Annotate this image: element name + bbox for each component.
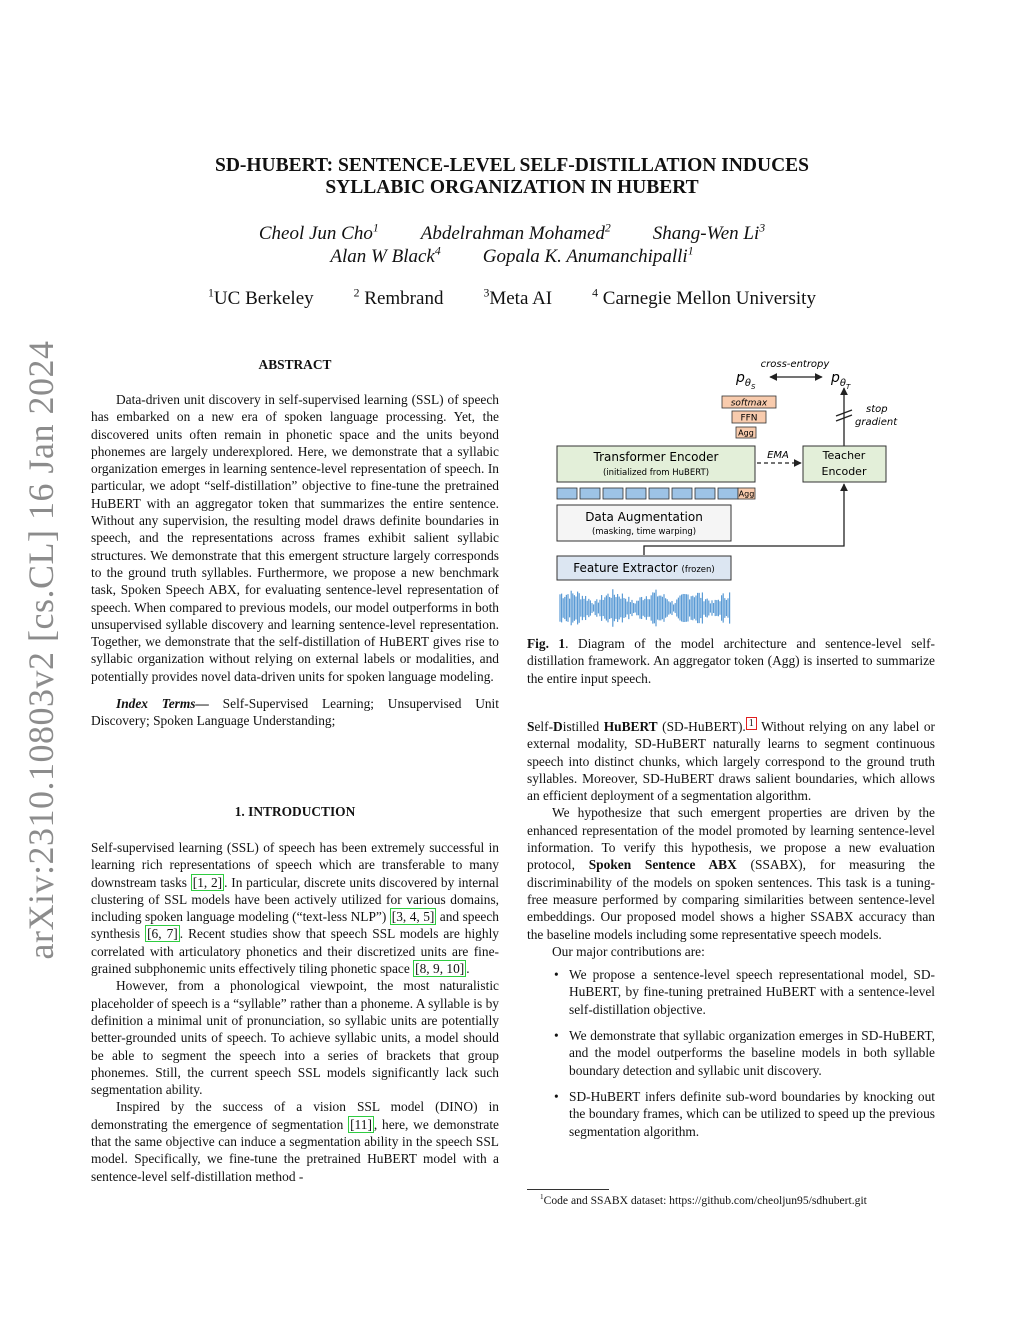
intro-body — [91, 839, 499, 1185]
author-affil-sup: 3 — [759, 221, 766, 235]
arxiv-identifier-stamp — [6, 340, 76, 960]
text-run: (SD-HuBERT). — [657, 719, 746, 734]
text-run: (SSABX), for measuring the discriminability of the models on spoken sentences. This task is a tuning-free measure performed by comparing similarities between sentence-level embeddings. Our proposed model shows a higher SSABX accuracy than the baseline models including some representative speech models. — [527, 857, 936, 942]
softmax-label: softmax — [730, 398, 768, 409]
frame-token — [649, 488, 669, 499]
affiliation: Meta AI — [489, 288, 553, 309]
frame-token — [718, 488, 738, 499]
text-run: HuBERT — [603, 719, 658, 734]
footnote-text: Code and SSABX dataset: https://github.com/cheoljun95/sdhubert.git — [543, 1194, 867, 1207]
citation-link[interactable]: [8, 9, 10] — [415, 961, 465, 977]
citation-link[interactable]: [3, 4, 5] — [391, 909, 435, 925]
cross-entropy-label: cross-entropy — [760, 359, 830, 370]
text-run: Self-supervised learning (SSL) of speech has been extremely successful in learning rich representations of speech which are transferable to many downstream tasks — [91, 840, 499, 890]
arxiv-id-text: arXiv:2310.10803v2 [cs.CL] 16 Jan 2024 — [21, 340, 61, 960]
author-row-1 — [150, 222, 874, 245]
intro-heading: 1. INTRODUCTION — [234, 804, 356, 819]
index-terms — [91, 695, 499, 730]
author-affil-sup: 1 — [687, 244, 694, 258]
data-augmentation-sub: (masking, time warping) — [591, 527, 697, 537]
intro-paragraph-3 — [91, 1098, 499, 1184]
right-paragraph-2 — [527, 804, 935, 942]
text-run: istilled — [562, 719, 604, 734]
author-name: Abdelrahman Mohamed — [420, 223, 605, 244]
speech-waveform — [560, 589, 730, 627]
ffn-label: FFN — [740, 413, 758, 424]
frame-token — [695, 488, 715, 499]
contributions-list — [527, 966, 935, 1140]
token-sequence — [557, 488, 755, 499]
text-run: , here, we demonstrate that the same objective can induce a segmentation ability in the speech SSL model. Specifically, we fine-tune the pretrained HuBERT model with a sentence-level self-distillation method - — [91, 1116, 499, 1184]
affiliation: Carnegie Mellon University — [602, 288, 816, 309]
author-name: Alan W Black — [330, 246, 435, 267]
footnote-link[interactable]: 1 — [746, 717, 757, 730]
figure-caption — [527, 635, 935, 687]
author-affil-sup: 1 — [372, 221, 379, 235]
affiliation: UC Berkeley — [213, 288, 314, 309]
index-terms-label: Index Terms— — [116, 696, 209, 712]
stop-gradient-label: stop — [866, 404, 888, 415]
student-prob-label: $p_{\theta S}$ — [736, 370, 756, 391]
title-line-2: SYLLABIC ORGANIZATION IN HUBERT — [325, 177, 699, 198]
author-affil-sup: 2 — [604, 221, 611, 235]
citation-link[interactable]: [11] — [350, 1116, 372, 1132]
feature-extractor-label: Feature Extractor (frozen) — [573, 561, 715, 575]
text-run: elf- — [534, 719, 554, 734]
author-affil-sup: 4 — [434, 244, 441, 258]
text-run: We hypothesize that such emergent properties are driven by the enhanced representation of the model promoted by learning sentence-level information. To verify this hypothesis, we propose a new evaluation protocol, — [527, 805, 935, 873]
affil-sup: 1 — [208, 286, 214, 300]
text-run: . Recent studies show that speech SSL models are highly correlated with articulatory phonetics and their discretized units are fine-grained subphonemic units effectively tiling phonetic space — [91, 926, 499, 977]
text-run: Inspired by the success of a vision SSL model (DINO) in demonstrating the emergence of segmentation — [91, 1099, 499, 1132]
list-item: • We demonstrate that syllabic organization emerges in SD-HuBERT, and the model outperforms the baseline models in both syllable boundary detection and syllabic unit discovery. — [569, 1027, 935, 1079]
text-run: . — [466, 961, 470, 977]
title-line-1: SD-HUBERT: SENTENCE-LEVEL SELF-DISTILLATION INDUCES — [214, 155, 810, 176]
frame-token — [626, 488, 646, 499]
text-run: S — [527, 719, 535, 734]
teacher-label: Encoder — [821, 465, 867, 478]
affiliations — [150, 288, 874, 310]
citation-link[interactable]: [1, 2] — [192, 874, 223, 890]
author-name: Gopala K. Anumanchipalli — [482, 246, 688, 267]
list-item: • SD-HuBERT infers definite sub-word boundaries by knocking out the boundary frames, which can be utilized to speed up the previous segmentation algorithm. — [569, 1088, 935, 1140]
right-column-body — [527, 718, 935, 1149]
footnote-rule — [527, 1189, 609, 1190]
ema-label: EMA — [767, 450, 789, 461]
text-run: and speech synthesis — [91, 909, 499, 942]
teacher-label: Teacher — [822, 449, 866, 462]
citation-link[interactable]: [6, 7] — [147, 926, 178, 942]
list-item: • We propose a sentence-level speech representational model, SD-HuBERT, by fine-tuning pretrained HuBERT with a sentence-level self-distillation objective. — [569, 966, 935, 1018]
paper-title — [150, 155, 874, 199]
intro-paragraph-1 — [91, 839, 499, 977]
abstract-body — [91, 391, 499, 730]
transformer-encoder-label: Transformer Encoder — [593, 450, 719, 464]
architecture-diagram — [540, 350, 940, 630]
agg-label: Agg — [738, 428, 754, 438]
text-run: Spoken Sentence ABX — [588, 857, 737, 873]
transformer-init-label: (initialized from HuBERT) — [602, 468, 710, 478]
text-run: . In particular, discrete units discovered by internal clustering of SSL models have been actively utilized for various domains, including spoken language modeling (“text-less NLP”) — [91, 874, 499, 925]
footnote-sup: 1 — [540, 1193, 544, 1202]
affil-sup: 4 — [592, 286, 599, 300]
frame-token — [557, 488, 577, 499]
author-name: Shang-Wen Li — [652, 223, 760, 244]
frame-token — [672, 488, 692, 499]
teacher-prob-label: $p_{\theta T}$ — [831, 370, 851, 391]
stop-gradient-label: gradient — [855, 417, 898, 428]
data-augmentation-label: Data Augmentation — [585, 510, 703, 524]
intro-paragraph-2: However, from a phonological viewpoint, the most naturalistic placeholder of speech is a “syllable” rather than a phoneme. A syllable is by definition a minimal unit of pronunciation, so syllabic units are potentially better-grounded units of speech. To achieve syllabic units, a model should be able to segment the speech into a series of brackets that group phonemes. Still, the current speech SSL models significantly lack such segmentation ability. — [91, 978, 499, 1098]
text-run: Without relying on any label or external modality, SD-HuBERT naturally learns to segment continuous speech into distinct chunks, which largely correspond to the ground truth syllables. Moreover, SD-HuBERT draws salient boundaries, which allows an efficient deployment of a segmentation algorithm. — [527, 719, 935, 804]
text-run: D — [553, 719, 563, 734]
abstract-text: Data-driven unit discovery in self-supervised learning (SSL) of speech has embarked on a new era of spoken language processing. Yet, the discovered units often remain in phonetic space and the units beyond phonemes are largely underexplored. Here, we demonstrate that a syllabic organization emerges in learning sentence-level representation of speech. In particular, we adopt “self-distillation” objective to fine-tune the pretrained HuBERT with an aggregator token that summarizes the entire sentence. Without any supervision, the resulting model draws definite boundaries in speech, and the representations across frames exhibit salient syllabic structures. We demonstrate that this emergent structure largely corresponds to the ground truth syllables. Furthermore, we propose a new benchmark task, Spoken Speech ABX, for evaluating sentence-level representation of speech. When compared to previous models, our model outperforms in both unsupervised syllable discovery and learning sentence-level representation. Together, we demonstrate that the self-distillation of HuBERT gives rise to syllabic organization without relying on external labels or modalities, and potentially provides novel data-driven units for spoken language modeling. — [91, 392, 499, 684]
affiliation: Rembrand — [364, 288, 444, 309]
agg-label: Agg — [738, 489, 755, 499]
figure-caption-text: . Diagram of the model architecture and sentence-level self-distillation framework. An aggregator token (Agg) is inserted to summarize the entire input speech. — [527, 636, 935, 686]
frame-token — [603, 488, 623, 499]
frame-token — [580, 488, 600, 499]
figure-caption-label: Fig. 1 — [527, 636, 566, 651]
affil-sup: 2 — [353, 286, 360, 300]
right-paragraph-3: Our major contributions are: — [552, 943, 705, 959]
right-paragraph-1 — [527, 718, 935, 804]
author-name: Cheol Jun Cho — [258, 223, 373, 244]
affil-sup: 3 — [483, 286, 490, 300]
author-row-2 — [150, 245, 874, 268]
index-terms-text: Self-Supervised Learning; Unsupervised Unit Discovery; Spoken Language Understanding; — [91, 696, 500, 729]
abstract-heading: ABSTRACT — [258, 357, 332, 372]
footnote — [540, 1194, 867, 1207]
